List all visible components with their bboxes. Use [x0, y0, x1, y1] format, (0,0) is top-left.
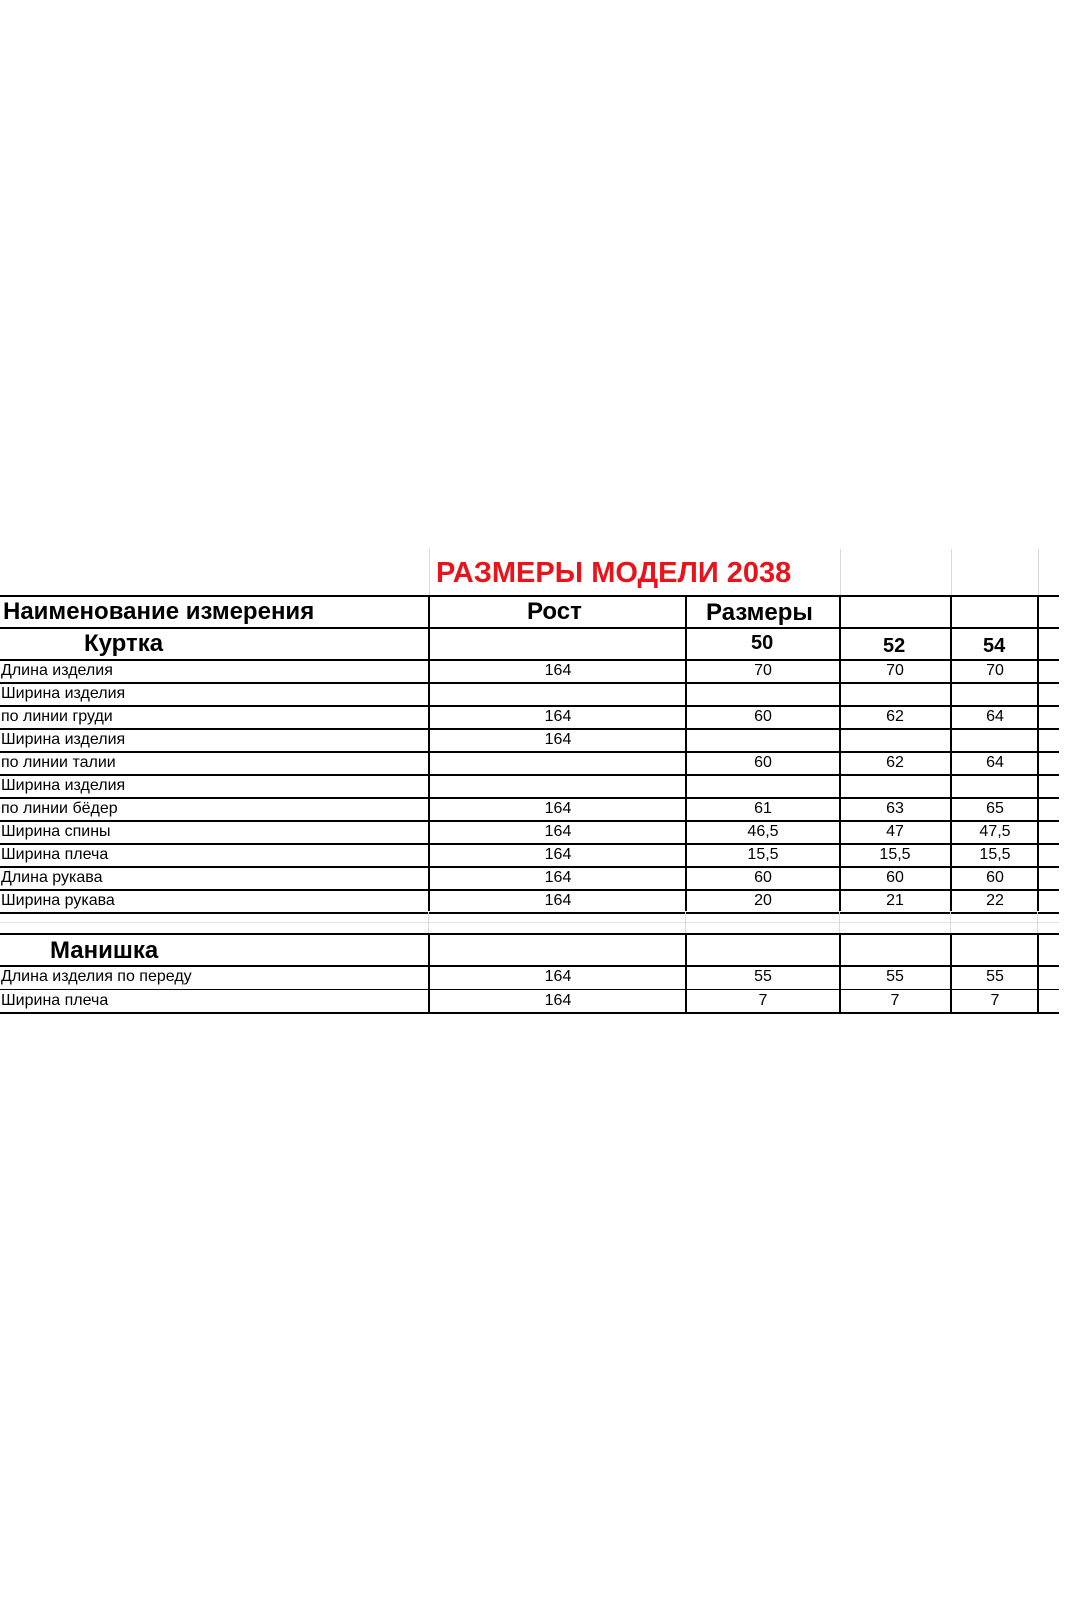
grid-line	[0, 965, 1059, 967]
cell-v52: 21	[886, 892, 904, 909]
grid-line	[0, 820, 1059, 822]
grid-line	[0, 797, 1059, 799]
grid-line	[0, 889, 1059, 891]
cell-v50: 55	[754, 968, 772, 985]
grid-line	[0, 866, 1059, 868]
size-header-54: 54	[983, 635, 1006, 657]
section-title-dickey: Манишка	[50, 937, 159, 964]
grid-line	[0, 595, 1059, 597]
column-line	[839, 595, 841, 911]
column-gridline	[685, 911, 686, 933]
row-label: по линии талии	[1, 754, 116, 771]
cell-v54: 55	[986, 968, 1004, 985]
cell-v54: 7	[990, 991, 1000, 1009]
column-line	[1037, 595, 1039, 911]
column-line	[428, 933, 430, 1013]
cell-height: 164	[544, 869, 572, 886]
row-label: Ширина рукава	[1, 892, 115, 909]
row-label: Длина изделия	[1, 662, 113, 679]
column-line	[950, 933, 952, 1013]
cell-v50: 46,5	[747, 823, 779, 840]
cell-height: 164	[544, 662, 572, 679]
cell-v50: 70	[754, 662, 772, 679]
cell-height: 164	[544, 800, 572, 817]
title-gridline	[951, 549, 952, 595]
grid-line	[0, 682, 1059, 684]
row-label: Ширина изделия	[1, 731, 126, 748]
cell-v52: 60	[886, 869, 904, 886]
header-height: Рост	[527, 598, 582, 625]
cell-v50: 7	[758, 991, 768, 1009]
cell-height: 164	[544, 823, 572, 840]
cell-v52: 63	[886, 800, 904, 817]
cell-v54: 70	[986, 662, 1004, 679]
row-label: по линии бёдер	[1, 800, 118, 817]
cell-v54: 64	[986, 754, 1004, 771]
cell-height: 164	[544, 846, 572, 863]
column-line	[685, 933, 687, 1013]
cell-v50: 20	[754, 892, 772, 909]
column-line	[950, 595, 952, 911]
cell-v52: 47	[886, 823, 904, 840]
grid-line	[0, 751, 1059, 753]
cell-v54: 65	[986, 800, 1004, 817]
chart-title: РАЗМЕРЫ МОДЕЛИ 2038	[436, 557, 792, 589]
cell-v50: 60	[754, 708, 772, 725]
cell-height: 164	[544, 991, 572, 1009]
column-line	[685, 595, 687, 911]
column-gridline	[950, 911, 951, 933]
cell-v50: 60	[754, 754, 772, 771]
row-label: Ширина плеча	[1, 846, 109, 863]
column-gridline	[839, 911, 840, 933]
grid-line	[0, 728, 1059, 730]
cell-v52: 62	[886, 754, 904, 771]
row-label: Длина изделия по переду	[1, 968, 192, 985]
grid-line	[0, 933, 1059, 935]
column-line	[428, 595, 430, 911]
cell-height: 164	[544, 892, 572, 909]
title-gridline	[840, 549, 841, 595]
grid-line	[0, 989, 1059, 991]
cell-v54: 15,5	[979, 846, 1011, 863]
grid-line	[0, 843, 1059, 845]
column-gridline	[1037, 911, 1038, 933]
cell-v54: 47,5	[979, 823, 1011, 840]
cell-v52: 7	[890, 991, 900, 1009]
cell-v52: 62	[886, 708, 904, 725]
row-label: Ширина изделия	[1, 685, 126, 702]
grid-line	[0, 705, 1059, 707]
grid-line	[0, 627, 1059, 629]
row-label: Ширина плеча	[1, 991, 109, 1009]
cell-v50: 61	[754, 800, 772, 817]
cell-v52: 15,5	[879, 846, 911, 863]
cell-v50: 15,5	[747, 846, 779, 863]
header-measure-name: Наименование измерения	[3, 598, 315, 625]
grid-line	[0, 1012, 1059, 1014]
column-gridline	[428, 911, 429, 933]
cell-v54: 64	[986, 708, 1004, 725]
column-line	[839, 933, 841, 1013]
row-label: Ширина спины	[1, 823, 111, 840]
title-gridline	[1038, 549, 1039, 595]
row-label: Длина рукава	[1, 869, 103, 886]
size-header-50: 50	[751, 632, 774, 654]
size-header-52: 52	[883, 635, 906, 657]
title-gridline	[429, 549, 430, 595]
cell-height: 164	[544, 708, 572, 725]
cell-v52: 70	[886, 662, 904, 679]
cell-v50: 60	[754, 869, 772, 886]
grid-line	[0, 659, 1059, 661]
row-label: по линии груди	[1, 708, 113, 725]
row-label: Ширина изделия	[1, 777, 126, 794]
grid-line	[0, 912, 1059, 914]
cell-height: 164	[544, 731, 572, 748]
grid-line	[0, 774, 1059, 776]
column-line	[1037, 933, 1039, 1013]
grid-line	[0, 922, 1059, 923]
cell-height: 164	[544, 968, 572, 985]
cell-v52: 55	[886, 968, 904, 985]
cell-v54: 60	[986, 869, 1004, 886]
header-sizes: Размеры	[706, 599, 813, 626]
section-title-jacket: Куртка	[84, 630, 164, 657]
cell-v54: 22	[986, 892, 1004, 909]
